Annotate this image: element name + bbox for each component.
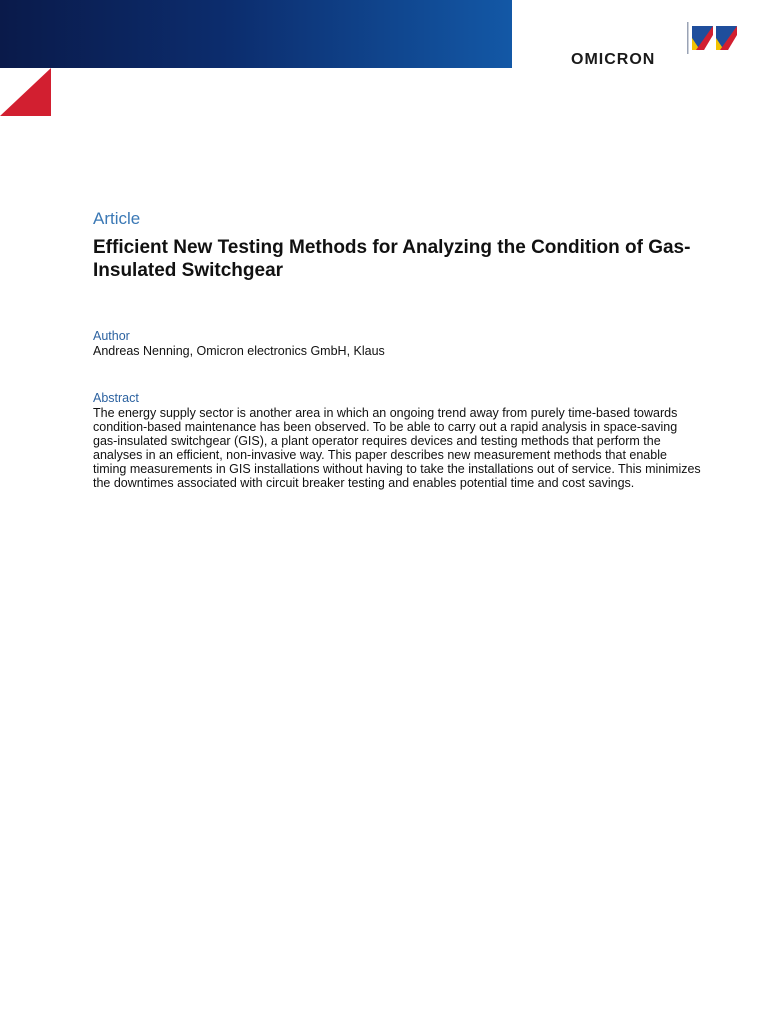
author-text: Andreas Nenning, Omicron electronics GmbH, Klaus xyxy=(93,344,385,358)
omicron-logo xyxy=(571,22,747,70)
article-label: Article xyxy=(93,209,141,228)
logo-mark-icon xyxy=(686,22,744,54)
header-corner-accent xyxy=(0,68,51,116)
article-content xyxy=(93,208,703,490)
red-triangle-icon xyxy=(0,68,51,116)
abstract-label: Abstract xyxy=(93,391,139,405)
header-band xyxy=(0,0,512,68)
author-label: Author xyxy=(93,329,130,343)
logo-text: OMICRON xyxy=(571,51,656,68)
abstract-text: The energy supply sector is another area in which an ongoing trend away from purely time-based towards condition-based maintenance has been observed. To be able to carry out a rapid analysis in space-saving gas-insulated switchgear (GIS), a plant operator requires devices and testing methods that perform the analyses in an efficient, non-invasive way. This paper describes new measurement methods that enable timing measurements in GIS installations without having to take the installations out of service. This minimizes the downtimes associated with circuit breaker testing and enables potential time and cost savings. xyxy=(93,406,701,490)
article-title: Efficient New Testing Methods for Analyzing the Condition of Gas-Insulated Switchgear xyxy=(93,237,691,281)
